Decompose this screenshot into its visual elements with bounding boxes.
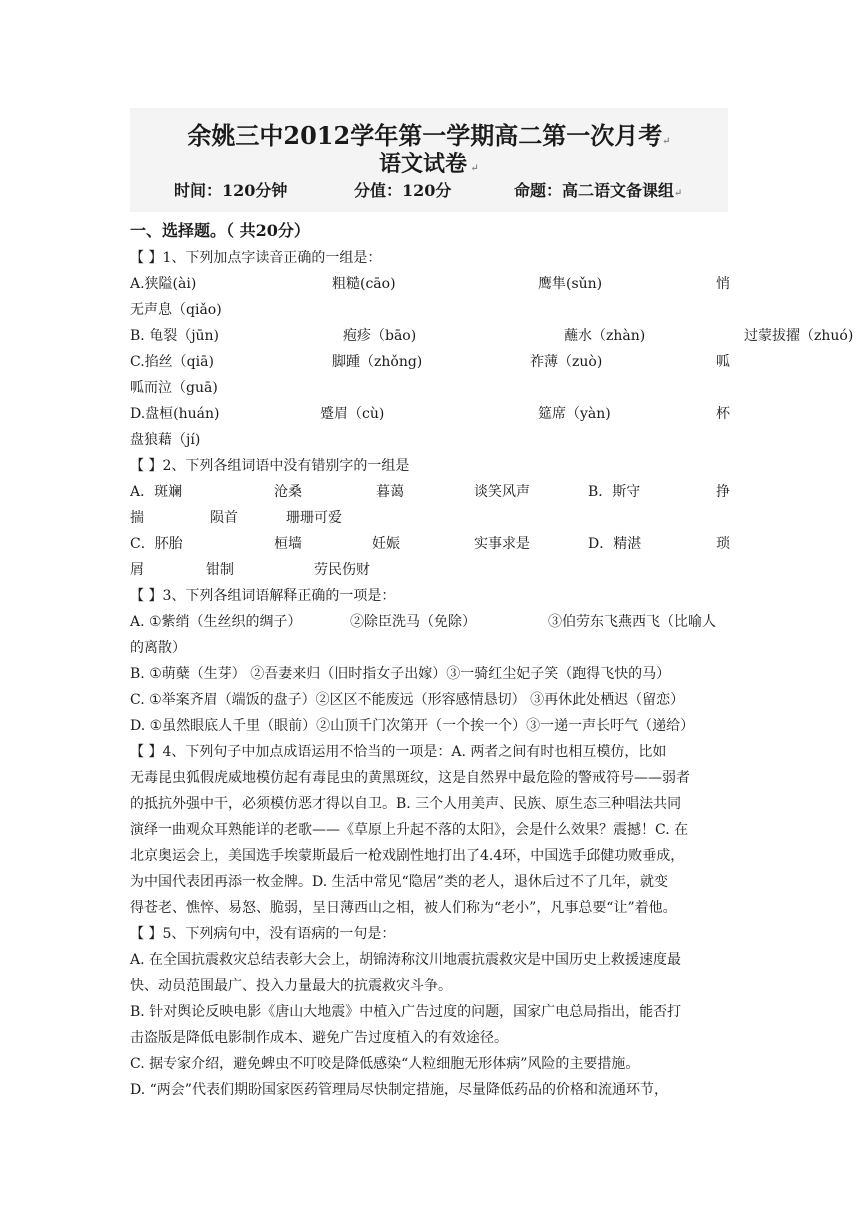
- q2-option: 挣: [716, 484, 730, 500]
- q1-option: D.盘桓(huán): [130, 406, 220, 422]
- q2-option: 谈笑风声: [474, 484, 530, 500]
- q1-option: 杯: [716, 406, 730, 422]
- q5-option: 快、动员范围最广、投入力量最大的抗震救灾斗争。: [130, 978, 452, 994]
- q3-stem: 【 】3、下列各组词语解释正确的一项是：: [130, 588, 396, 604]
- q1-stem: 【 】1、下列加点字读音正确的一组是：: [130, 250, 382, 266]
- q2-option: 实事求是: [474, 536, 530, 552]
- q2-option: 屑: [130, 562, 144, 578]
- q2-stem: 【 】2、下列各组词语中没有错别字的一组是: [130, 458, 410, 474]
- q2-option: 揣: [130, 510, 144, 526]
- q2-option: A．斑斓: [130, 484, 183, 500]
- q5-option: C. 据专家介绍，避免蜱虫不叮咬是降低感染“人粒细胞无形体病”风险的主要措施。: [130, 1056, 640, 1072]
- q3-option: ②除臣洗马（免除）: [350, 614, 476, 630]
- q1-option: 蘸水（zhàn): [564, 328, 646, 344]
- q1-option: 蹙眉（cù): [320, 406, 385, 422]
- q2-option: 沧桑: [274, 484, 302, 500]
- q1-option: 祚薄（zuò): [530, 354, 603, 370]
- section-title: 一、选择题。（ 共20分）: [130, 221, 310, 240]
- q4-text-line: 为中国代表团再添一枚金牌。D. 生活中常见“隐居”类的老人，退休后过不了几年，就变: [130, 874, 668, 890]
- q1-option: 过蒙拔擢（zhuó): [744, 328, 854, 344]
- q1-option: 鹰隼(sǔn): [538, 276, 603, 292]
- q1-option: 无声息（qiǎo): [130, 302, 222, 318]
- q1-option: 脚踵（zhǒng): [332, 354, 423, 370]
- q3-option: B. ①萌蘖（生芽） ②吾妻来归（旧时指女子出嫁）③一骑红尘妃子笑（跑得飞快的马）: [130, 666, 671, 682]
- q1-option: 呱: [716, 354, 730, 370]
- q2-option: 劳民伤财: [314, 562, 370, 578]
- q2-option: 妊娠: [372, 536, 400, 552]
- q5-option: D. “两会”代表们期盼国家医药管理局尽快制定措施，尽量降低药品的价格和流通环节，: [130, 1082, 668, 1098]
- q2-option: 钳制: [206, 562, 234, 578]
- q3-option: 的离散）: [130, 640, 186, 656]
- q5-option: 击盗版是降低电影制作成本、避免广告过度植入的有效途径。: [130, 1030, 508, 1046]
- q3-option: ③伯劳东飞燕西飞（比喻人: [548, 614, 716, 630]
- q4-text-line: 演绎一曲观众耳熟能详的老歌——《草原上升起不落的太阳》，会是什么效果？震撼！C. 在: [130, 822, 689, 838]
- q2-option: 琐: [716, 536, 730, 552]
- q4-text-line: 的抵抗外强中干，必须模仿恶才得以自卫。B. 三个人用美声、民族、原生态三种唱法共同: [130, 796, 682, 812]
- q2-option: B．斯守: [588, 484, 641, 500]
- q2-option: 暮蔼: [376, 484, 404, 500]
- q4-text-line: 北京奥运会上，美国选手埃蒙斯最后一枪戏剧性地打出了4.4环，中国选手邱健功败垂成，: [130, 848, 685, 864]
- q1-option: 筵席（yàn): [538, 406, 611, 422]
- q1-option: A.狭隘(ài): [130, 276, 197, 292]
- q1-option: 盘狼藉（jí): [130, 432, 201, 448]
- q2-option: 陨首: [210, 510, 238, 526]
- q2-option: C．肧胎: [130, 536, 183, 552]
- q2-option: 珊珊可爱: [286, 510, 342, 526]
- q1-option: C.掐丝（qiā): [130, 354, 214, 370]
- q2-option: 桓墙: [274, 536, 302, 552]
- exam-score: 分值：120分: [354, 181, 452, 200]
- q2-option: D．精湛: [588, 536, 642, 552]
- q3-option: D. ①虽然眼底人千里（眼前）②山顶千门次第开（一个挨一个）③一递一声长吁气（递给）: [130, 718, 695, 734]
- exam-subtitle: 语文试卷 ↵: [379, 151, 479, 177]
- q1-option: 悄: [716, 276, 730, 292]
- q1-option: 粗糙(cāo): [332, 276, 396, 292]
- q1-option: 疱疹（bāo): [343, 328, 417, 344]
- q4-text-line: 【 】4、下列句子中加点成语运用不恰当的一项是：A. 两者之间有时也相互模仿，比如: [130, 744, 667, 760]
- exam-title: 余姚三中2012学年第一学期高二第一次月考↵: [187, 121, 671, 150]
- q5-stem: 【 】5、下列病句中，没有语病的一句是：: [130, 926, 396, 942]
- exam-author: 命题：高二语文备课组↵: [514, 181, 683, 200]
- q5-option: A. 在全国抗震救灾总结表彰大会上，胡锦涛称汶川地震抗震救灾是中国历史上救援速度最: [130, 952, 682, 968]
- q1-option: B. 龟裂（jūn): [130, 328, 220, 344]
- exam-time: 时间：120分钟: [174, 181, 288, 200]
- q4-text-line: 得苍老、憔悴、易怒、脆弱，呈日薄西山之相，被人们称为“老小”，凡事总要“让”着他。: [130, 900, 677, 916]
- q3-option: A. ①紫绡（生丝织的绸子）: [130, 614, 302, 630]
- q5-option: B. 针对舆论反映电影《唐山大地震》中植入广告过度的问题，国家广电总局指出，能否打: [130, 1004, 682, 1020]
- q1-option: 呱而泣（guā): [130, 380, 218, 396]
- q3-option: C. ①举案齐眉（端饭的盘子）②区区不能废远（形容感情恳切） ③再休此处栖迟（留恋）: [130, 692, 685, 708]
- q4-text-line: 无毒昆虫狐假虎威地模仿起有毒昆虫的黄黑斑纹，这是自然界中最危险的警戒符号——弱者: [130, 770, 690, 786]
